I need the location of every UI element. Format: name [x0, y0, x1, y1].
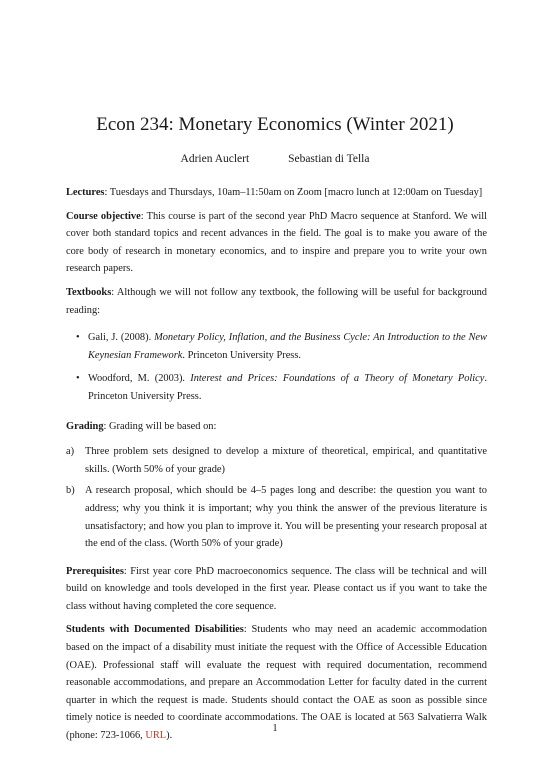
lectures-paragraph — [66, 184, 487, 202]
section-label: Prerequisites — [66, 565, 124, 577]
bullet-icon: • — [76, 332, 80, 344]
authors — [0, 152, 550, 166]
grading-list — [66, 443, 487, 553]
reference-author: Gali, J. (2008). — [88, 332, 155, 344]
syllabus-body — [66, 184, 487, 751]
section-label: Lectures — [66, 187, 105, 198]
reference-title: Interest and Prices: Foundations of a Theory of Monetary Policy — [190, 373, 485, 385]
grading-paragraph — [66, 418, 487, 436]
list-marker: b) — [66, 485, 75, 497]
reference-title: Monetary Policy, Inflation, and the Business Cycle: An Introduction to the New Keynesian Framework — [88, 332, 487, 361]
section-label: Course objective — [66, 210, 141, 222]
reference-author: Woodford, M. (2003). — [88, 373, 191, 385]
list-item — [66, 443, 487, 478]
page-number: 1 — [272, 723, 278, 734]
list-item — [66, 370, 487, 405]
textbook-list — [66, 329, 487, 405]
objective-paragraph — [66, 208, 487, 278]
paragraph-text: : Tuesdays and Thursdays, 10am–11:50am on Zoom [macro lunch at 12:00am on Tuesday] — [104, 187, 483, 198]
section-label: Grading — [66, 420, 104, 432]
paragraph-text: : Grading will be based on: — [103, 420, 217, 432]
author-name: Adrien Auclert — [180, 153, 250, 165]
author-name: Sebastian di Tella — [288, 153, 370, 165]
oae-url-link[interactable]: URL — [145, 730, 167, 742]
list-item-text: Three problem sets designed to develop a mixture of theoretical, empirical, and quantitative skills. (Worth 50% of your grade) — [85, 446, 487, 475]
reference-publisher: . Princeton University Press. — [88, 373, 487, 402]
list-item-text: A research proposal, which should be 4–5 pages long and describe: the question you want to address; why you think it is important; why you think the answer of the previous literature is unsatisfactory; and how you plan to improve it. You will be presenting your research proposal at the end of the class. (Worth 50% of your grade) — [85, 485, 487, 550]
bullet-icon: • — [76, 373, 80, 385]
paragraph-text: : First year core PhD macroeconomics sequence. The class will be technical and will build on knowledge and tools developed in the first year. Please contact us if you want to take the class without having completed the core sequence. — [66, 565, 487, 612]
paragraph-text: : Students who may need an academic accommodation based on the impact of a disability must initiate the request with the Office of Accessible Education (OAE). Professional staff will evaluate the request with required documentation, recommend reasonable accommodations, and prepare an Accommodation Letter for faculty dated in the current quarter in which the request is made. Students should contact the OAE as soon as possible since timely notice is needed to coordinate accommodations. The OAE is located at 563 Salvatierra Walk (phone: 723-1066, — [66, 624, 488, 742]
section-label: Textbooks — [66, 286, 112, 298]
reference-publisher: . Princeton University Press. — [182, 349, 301, 361]
paragraph-text: ). — [166, 730, 173, 742]
paragraph-text: : Although we will not follow any textbook, the following will be useful for background reading: — [66, 286, 487, 316]
list-item — [66, 329, 487, 364]
list-item — [66, 482, 487, 552]
textbooks-paragraph — [66, 284, 487, 319]
prerequisites-paragraph — [66, 563, 487, 616]
section-label: Students with Documented Disabilities — [66, 624, 244, 636]
paragraph-text: : This course is part of the second year PhD Macro sequence at Stanford. We will cover both standard topics and recent advances in the field. The goal is to make you aware of the core body of research in monetary economics, and to inspire and prepare you to write your own research papers. — [66, 210, 488, 275]
page-title: Econ 234: Monetary Economics (Winter 2021) — [96, 114, 454, 135]
list-marker: a) — [66, 446, 75, 458]
